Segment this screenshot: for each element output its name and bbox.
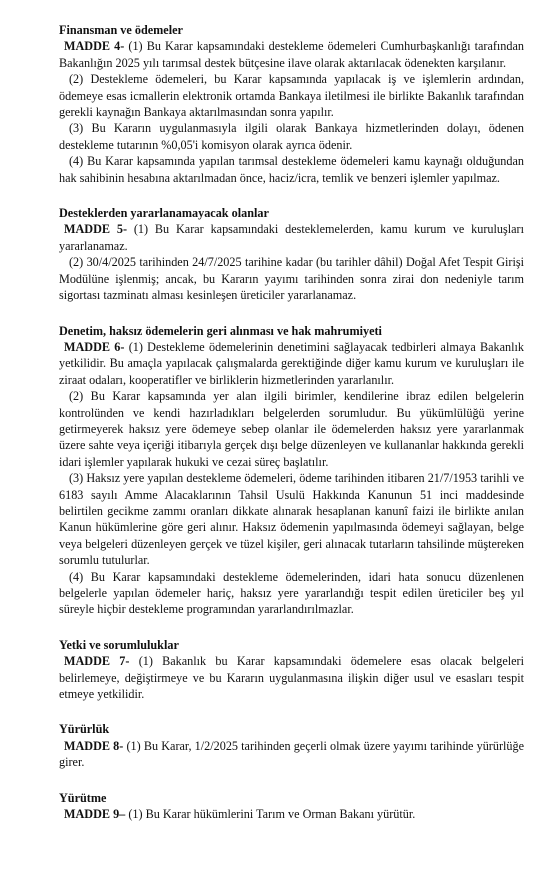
- section-madde-4: [59, 22, 524, 186]
- section-madde-6: [59, 323, 524, 618]
- paragraph: (4) Bu Karar kapsamındaki destekleme ödemelerinden, idari hata sonucu düzenlenen belgelerle yapılan ödemeler hariç, haksız yere yararlandığı tespit edilen üreticiler beş yıl süreyle hiçbir destekleme programından yararlandırılmazlar.: [59, 569, 524, 617]
- paragraph: [59, 738, 524, 771]
- section-title: Desteklerden yararlanamayacak olanlar: [59, 206, 269, 221]
- paragraph: (3) Haksız yere yapılan destekleme ödemeleri, ödeme tarihinden itibaren 21/7/1953 tarihli ve 6183 sayılı Amme Alacaklarının Tahsil Usulü Hakkında Kanunun 51 inci maddesinde belirtilen gecikme zammı oranları dikkate alınarak hesaplanan kanunî faizi ile birlikte anılan Kanun hükümlerine göre geri alınır. Haksız ödemenin yapılmasında ödemeyi sağlayan, belge veya belgeleri düzenleyen gerçek ve tüzel kişiler, geri alınacak tutarların tahsilinde müştereken sorumlu tutulurlar.: [59, 471, 524, 568]
- paragraph: [59, 38, 524, 71]
- section-title: Denetim, haksız ödemelerin geri alınması ve hak mahrumiyeti: [59, 323, 382, 338]
- paragraph: [59, 339, 524, 388]
- paragraph: [59, 221, 524, 254]
- paragraph: [59, 653, 524, 702]
- paragraph: (2) 30/4/2025 tarihinden 24/7/2025 tarihine kadar (bu tarihler dâhil) Doğal Afet Tespit Girişi Modülüne işlenmiş; ancak, bu Kararın yayımı tarihinden sonra zirai don nedeniyle tarım sigortası tazminatı alması kesinleşen üreticiler yararlanamaz.: [59, 255, 524, 303]
- paragraph-text: (1) Bu Karar kapsamındaki destekleme ödemeleri Cumhurbaşkanlığı tarafından Bakanlığın 2025 yılı tarımsal destek bütçesine ilave olarak aktarılacak ödenekten karşılanır.: [59, 39, 524, 70]
- paragraph-text: (1) Bu Karar hükümlerini Tarım ve Orman Bakanı yürütür.: [128, 807, 416, 822]
- section-title: Yetki ve sorumluluklar: [59, 637, 179, 652]
- paragraph: (2) Destekleme ödemeleri, bu Karar kapsamında yapılacak iş ve işlemlerin ardından, ödemeye esas icmallerin elektronik ortamda Bankaya iletilmesi ile birlikte Bakanlık tarafından gerekli kaynağın Bankaya aktarılmasından sonra yapılır.: [59, 72, 524, 120]
- section-madde-9: [59, 790, 524, 823]
- madde-number: MADDE 5-: [64, 222, 128, 237]
- paragraph-text: (1) Bu Karar kapsamındaki desteklemelerden, kamu kurum ve kuruluşları yararlanamaz.: [59, 222, 524, 253]
- section-madde-5: [59, 205, 524, 303]
- paragraph: (3) Bu Kararın uygulanmasıyla ilgili olarak Bankaya hizmetlerinden dolayı, ödenen destekleme tutarının %0,05'i komisyon olarak ayrıca ödenir.: [59, 121, 524, 152]
- section-title: Yürütme: [59, 790, 107, 805]
- document-body: [59, 22, 524, 841]
- madde-number: MADDE 4-: [64, 39, 125, 54]
- paragraph-text: (1) Bakanlık bu Karar kapsamındaki ödemelere esas olacak belgeleri belirlemeye, değiştirmeye ve bu Kararın uygulanmasına ilişkin diğer usul ve esasları tespit etmeye yetkilidir.: [59, 654, 524, 702]
- madde-number: MADDE 8-: [64, 738, 124, 753]
- paragraph: [59, 806, 524, 822]
- section-madde-8: [59, 721, 524, 770]
- madde-number: MADDE 9–: [64, 807, 126, 822]
- section-title: Yürürlük: [59, 722, 110, 737]
- paragraph: (2) Bu Karar kapsamında yer alan ilgili birimler, kendilerine ibraz edilen belgelerin kontrolünden ve kendi hazırladıkları belgelerden sorumludur. Bu yükümlülüğü yerine getirmeyerek haksız yere ödemeye sebep olanlar ile ödemelerden haksız yere yararlanmak üzere sahte veya içeriği itibarıyla gerçek dışı belge düzenleyen ve kullananlar hakkında gerekli idari işlemler yapılarak hukuki ve cezai süreç başlatılır.: [59, 389, 524, 469]
- section-madde-7: [59, 637, 524, 703]
- section-title: Finansman ve ödemeler: [59, 23, 183, 37]
- madde-number: MADDE 6-: [64, 339, 125, 354]
- madde-number: MADDE 7-: [64, 654, 130, 669]
- paragraph-text: (1) Destekleme ödemelerinin denetimini sağlayacak tedbirleri almaya Bakanlık yetkilidir. Bu amaçla yapılacak çalışmalarda gerektiğinde diğer kamu kurum ve kuruluşları ile ziraat odaları, kooperatifler ve birliklerin hizmetlerinden yararlanılır.: [59, 339, 524, 387]
- paragraph-text: (1) Bu Karar, 1/2/2025 tarihinden geçerli olmak üzere yayımı tarihinde yürürlüğe girer.: [59, 738, 524, 770]
- paragraph: (4) Bu Karar kapsamında yapılan tarımsal destekleme ödemeleri kamu kaynağı olduğundan hak sahibinin hesabına aktarılmadan önce, haciz/icra, temlik ve benzeri işlemler yapılmaz.: [59, 154, 524, 185]
